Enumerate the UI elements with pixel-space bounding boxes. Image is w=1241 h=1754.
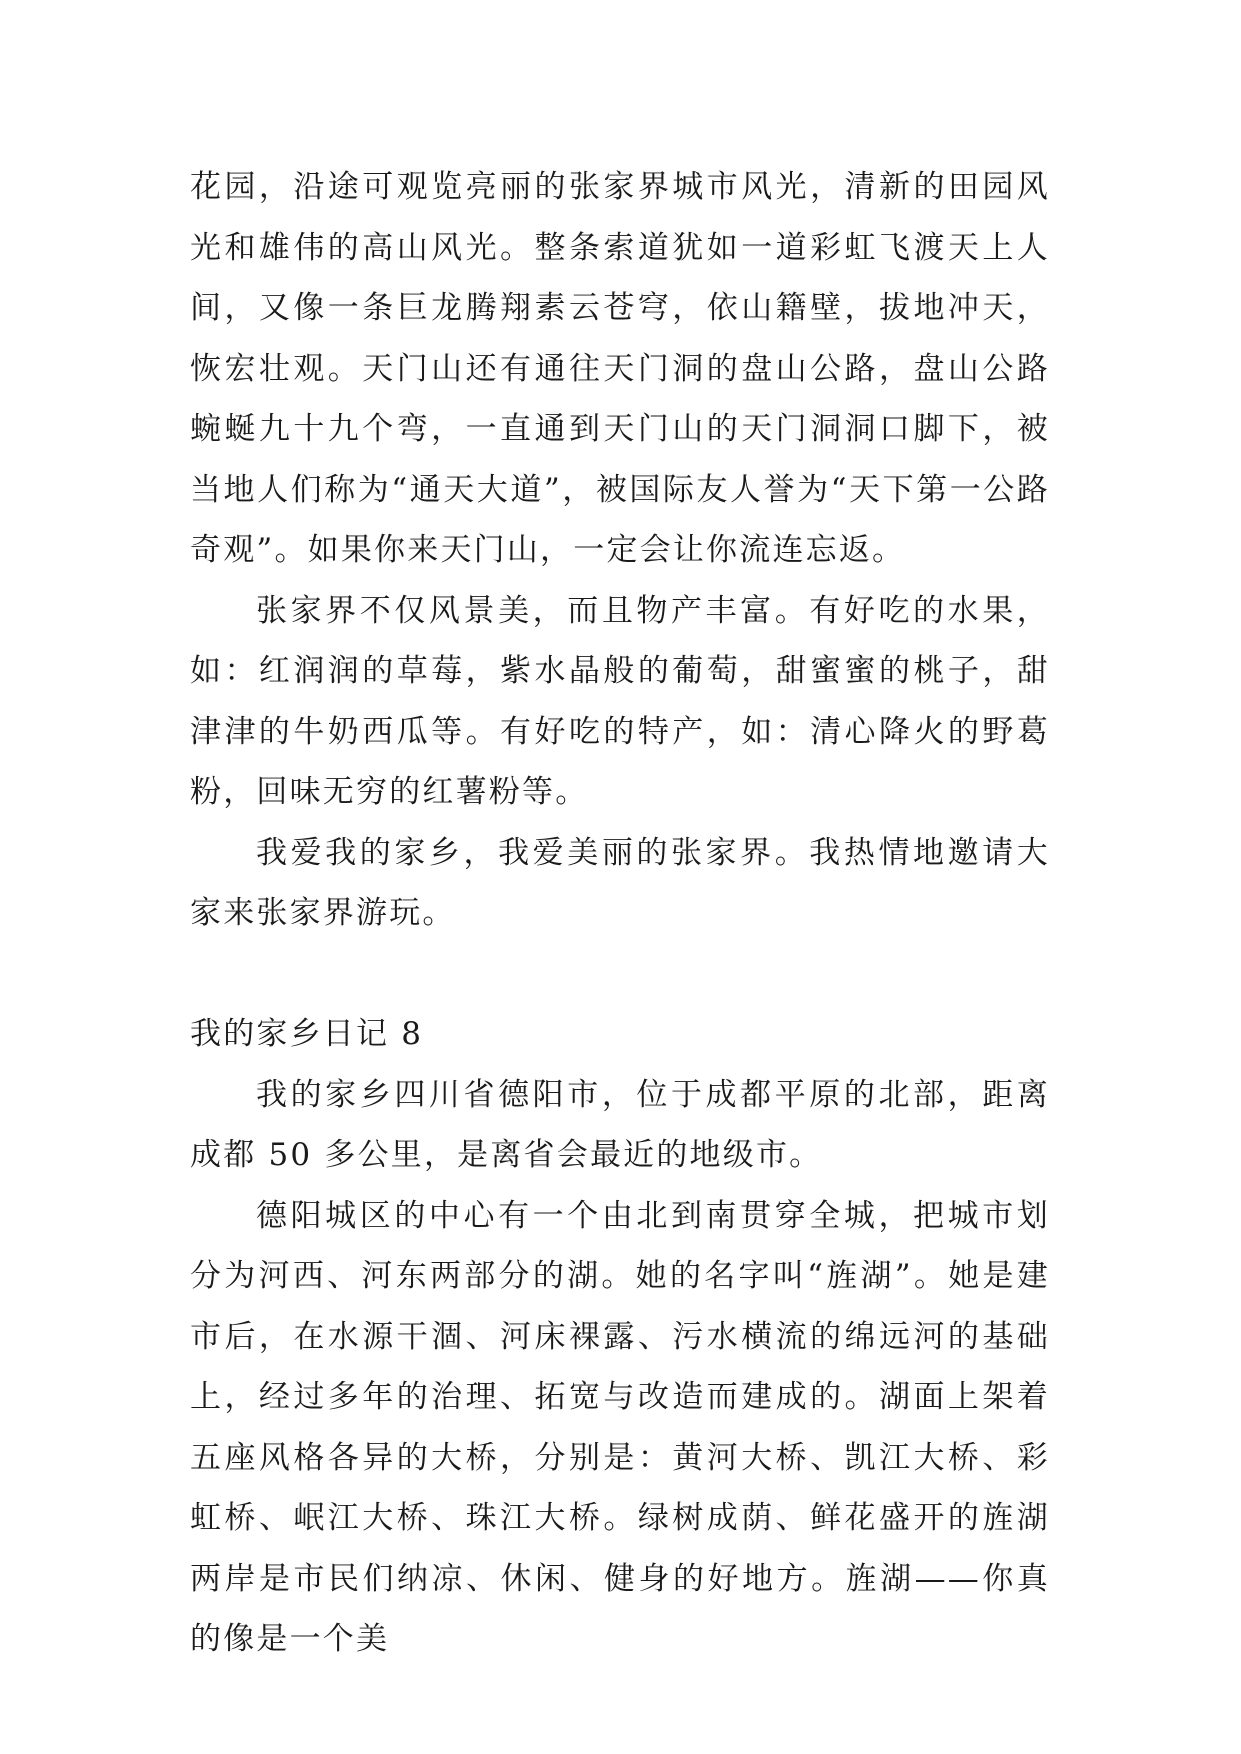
paragraph-3: 我爱我的家乡，我爱美丽的张家界。我热情地邀请大家来张家界游玩。 [190,834,1050,931]
document-body [190,157,1050,1670]
paragraph-4: 我的家乡四川省德阳市，位于成都平原的北部，距离成都 50 多公里，是离省会最近的地级市。 [190,1076,1050,1173]
paragraph-5: 德阳城区的中心有一个由北到南贯穿全城，把城市划分为河西、河东两部分的湖。她的名字叫“旌湖”。她是建市后，在水源干涸、河床裸露、污水横流的绵远河的基础上，经过多年的治理、拓宽与改造而建成的。湖面上架着五座风格各异的大桥，分别是：黄河大桥、凯江大桥、彩虹桥、岷江大桥、珠江大桥。绿树成荫、鲜花盛开的旌湖两岸是市民们纳凉、休闲、健身的好地方。旌湖——你真的像是一个美 [190,1197,1050,1657]
paragraph-2: 张家界不仅风景美，而且物产丰富。有好吃的水果，如：红润润的草莓，紫水晶般的葡萄，甜蜜蜜的桃子，甜津津的牛奶西瓜等。有好吃的特产，如：清心降火的野葛粉，回味无穷的红薯粉等。 [190,592,1050,810]
paragraph-1: 花园，沿途可观览亮丽的张家界城市风光，清新的田园风光和雄伟的高山风光。整条索道犹如一道彩虹飞渡天上人间，又像一条巨龙腾翔素云苍穹，依山籍壁，拔地冲天，恢宏壮观。天门山还有通往天门洞的盘山公路，盘山公路蜿蜒九十九个弯，一直通到天门山的天门洞洞口脚下，被当地人们称为“通天大道”，被国际友人誉为“天下第一公路奇观”。如果你来天门山，一定会让你流连忘返。 [190,169,1050,568]
section-title: 我的家乡日记 8 [190,1016,424,1052]
